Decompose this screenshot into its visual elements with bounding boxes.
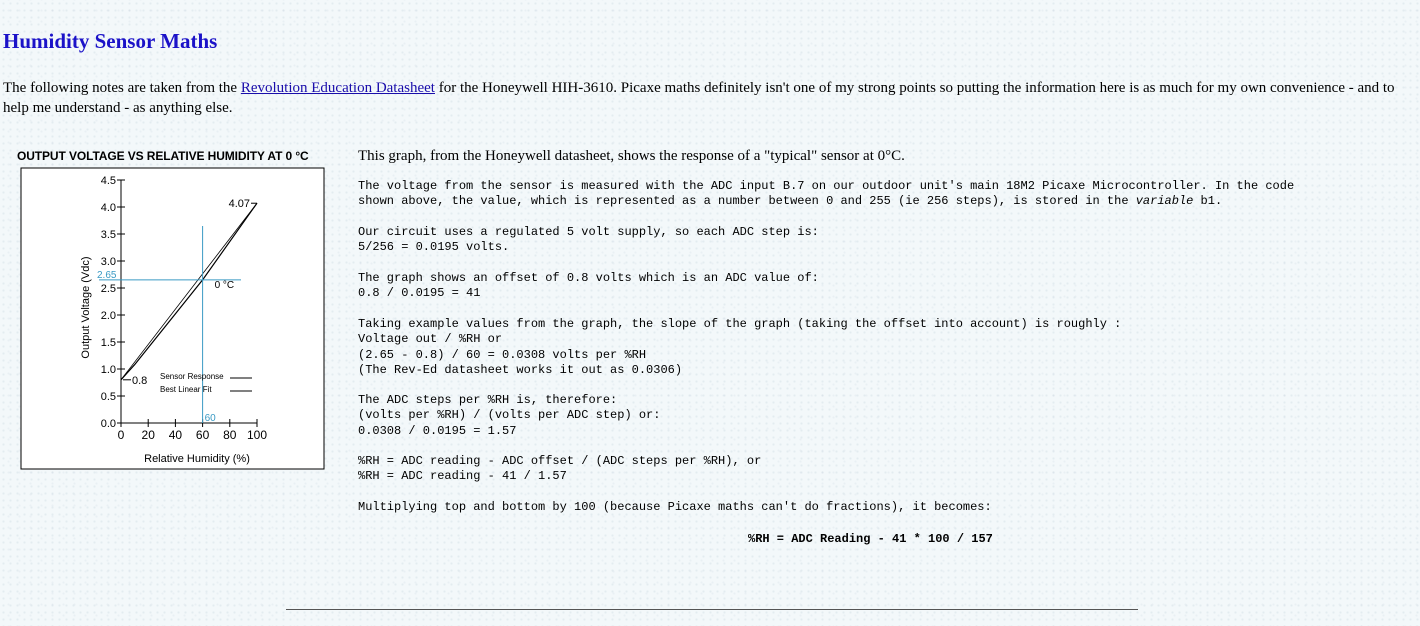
y-tick-label: 4.5	[100, 175, 116, 187]
y-tick-label: 1.0	[100, 364, 116, 376]
y-tick-label: 1.5	[100, 337, 116, 349]
x-tick-label: 20	[141, 428, 155, 442]
annotation-label: 0 °C	[214, 279, 235, 291]
y-tick-label: 0.0	[100, 418, 116, 430]
humidity-chart-figure	[15, 146, 335, 472]
annotation-label: 0.8	[132, 374, 148, 387]
intro-text-after: for the Honeywell HIH-3610. Picaxe maths definitely isn't one of my strong points so putting the information here is as much for my own convenience - and to help me understand - as anything else.	[3, 80, 1395, 116]
adc-steps-paragraph: The ADC steps per %RH is, therefore: (volts per %RH) / (volts per ADC step) or: 0.0308 / 0.0195 = 1.57	[358, 393, 661, 438]
slope-paragraph: Taking example values from the graph, the slope of the graph (taking the offset into account) is roughly : Voltage out / %RH or (2.65 - 0.8) / 60 = 0.0308 volts per %RH (The Rev-Ed datasheet works it out as 0.0306)	[358, 317, 1122, 378]
intro-text-before: The following notes are taken from the	[3, 80, 241, 96]
x-tick-label: 0	[117, 428, 125, 442]
y-tick-label: 3.0	[100, 256, 116, 268]
y-tick-label: 3.5	[100, 229, 116, 241]
y-tick-label: 2.0	[100, 310, 116, 322]
intro-paragraph	[3, 78, 1398, 118]
y-axis-title: Output Voltage (Vdc)	[80, 256, 92, 359]
x-tick-label: 100	[246, 428, 268, 442]
footer-divider	[286, 609, 1138, 610]
adc-step-paragraph: Our circuit uses a regulated 5 volt supply, so each ADC step is: 5/256 = 0.0195 volts.	[358, 225, 819, 255]
x-axis-title: Relative Humidity (%)	[144, 453, 250, 465]
legend-label: Sensor Response	[160, 372, 224, 381]
y-tick-label: 4.0	[100, 202, 116, 214]
multiplying-paragraph: Multiplying top and bottom by 100 (because Picaxe maths can't do fractions), it becomes:	[358, 500, 992, 514]
page-title: Humidity Sensor Maths	[3, 29, 218, 53]
y-tick-label: 2.5	[100, 283, 116, 295]
variable-term: variable	[1135, 194, 1194, 209]
adc-input-paragraph	[358, 179, 1294, 210]
annotation-label: 4.07	[228, 198, 250, 211]
adc-input-text-end: b1.	[1193, 194, 1223, 209]
offset-paragraph: The graph shows an offset of 0.8 volts which is an ADC value of: 0.8 / 0.0195 = 41	[358, 271, 819, 301]
rh-formula-paragraph: %RH = ADC reading - ADC offset / (ADC steps per %RH), or %RH = ADC reading - 41 / 1.57	[358, 454, 762, 484]
legend-label: Best Linear Fit	[160, 385, 212, 394]
y-tick-label: 0.5	[100, 391, 116, 403]
revolution-datasheet-link[interactable]: Revolution Education Datasheet	[240, 80, 435, 96]
annotation-label: 60	[204, 413, 216, 424]
humidity-chart	[15, 146, 335, 472]
explanation-column	[358, 147, 1408, 546]
final-formula: %RH = ADC Reading - 41 * 100 / 157	[748, 532, 993, 546]
chart-frame	[21, 168, 324, 469]
x-tick-label: 60	[195, 428, 210, 442]
annotation-label: 2.65	[97, 269, 117, 281]
x-tick-label: 40	[168, 428, 183, 442]
adc-input-text: The voltage from the sensor is measured with the ADC input B.7 on our outdoor unit's main 18M2 Picaxe Microcontroller. In the code shown above, the value, which is represented as a number between 0 and 255 (ie 256 steps), is stored in the	[358, 179, 1295, 209]
x-tick-label: 80	[223, 428, 237, 442]
graph-description: This graph, from the Honeywell datasheet, shows the response of a "typical" sensor at 0°C.	[358, 148, 905, 164]
chart-title: OUTPUT VOLTAGE VS RELATIVE HUMIDITY AT 0 °C	[17, 149, 309, 163]
